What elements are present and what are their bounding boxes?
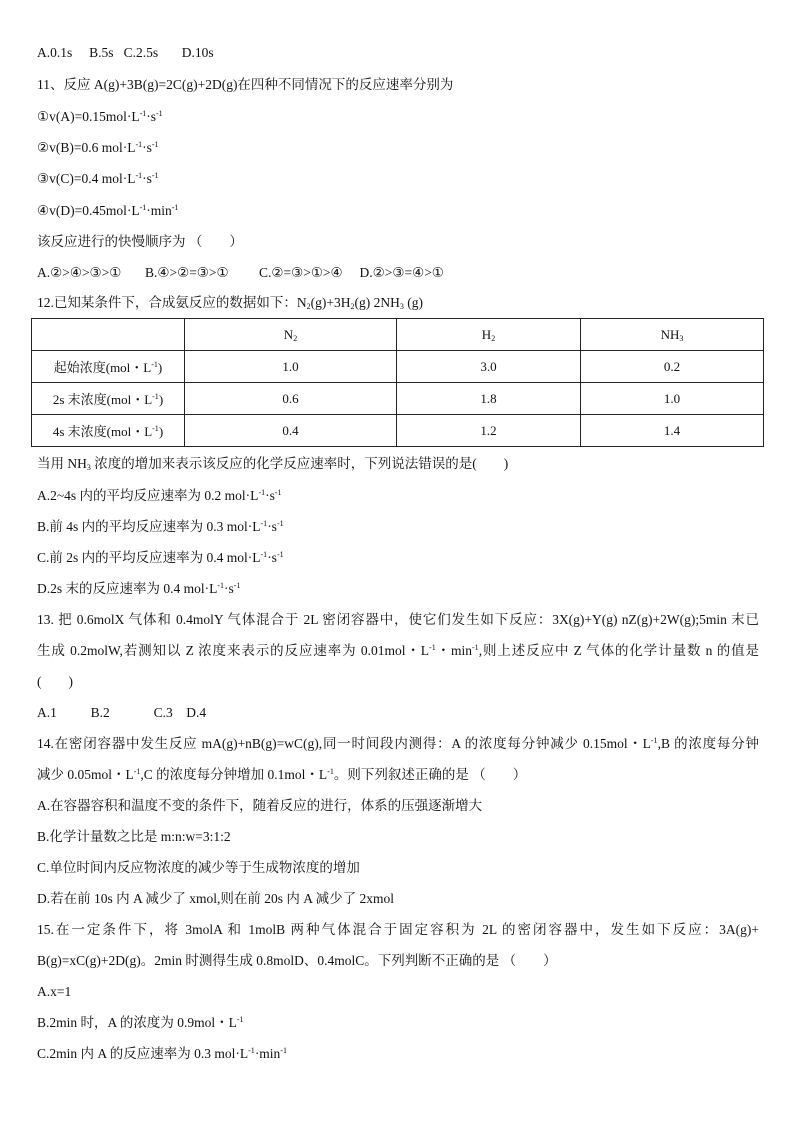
q12-option-a: A.2~4s 内的平均反应速率为 0.2 $mol\cdot L^{-1}\cdot s^{-1}$ [37, 488, 282, 503]
q10-option-a: A.0.1s [37, 45, 73, 60]
table-cell: 0.4 [185, 415, 397, 447]
q11-option-b: B.④>②=③>① [145, 265, 229, 280]
q15-option-c: C.2min 内 A 的反应速率为 0.3 $mol\cdot L^{-1}\cdot\min^{-1}$ [37, 1046, 287, 1061]
q11-rate-1: $①v(A)=0.15mol\cdot L^{-1}\cdot s^{-1}$ [37, 109, 163, 124]
q14-option-a: A.在容器容积和温度不变的条件下，随着反应的进行，体系的压强逐渐增大 [37, 798, 483, 813]
table-cell: 1.0 [185, 351, 397, 383]
table-row [32, 415, 764, 447]
table-cell: 1.2 [397, 415, 581, 447]
q13-option-c: C.3 [153, 705, 173, 720]
q11-rate-3: ③v(C)=0.4 $mol\cdot L^{-1}\cdot s^{-1}$ [37, 171, 159, 186]
q15-stem: 15.在一定条件下，将 3molA 和 1molB 两种气体混合于固定容积为 2L 的密闭容器中，发生如下反应：3A(g)+ B(g)=xC(g)+2D(g)。2min 时测得生成 0.8molD、0.4molC。下列判断不正确的是 （ ） [37, 922, 759, 968]
table-cell: 1.0 [581, 383, 764, 415]
q10-option-b: B.5s [89, 45, 114, 60]
q12-option-b: B.前 4s 内的平均反应速率为 0.3 $mol\cdot L^{-1}\cdot s^{-1}$ [37, 519, 284, 534]
q11-option-c: C.②=③>①>④ [259, 265, 343, 280]
table-header-n2: $N_2$ [185, 319, 397, 351]
q12-option-c: C.前 2s 内的平均反应速率为 0.4 $mol\cdot L^{-1}\cdot s^{-1}$ [37, 550, 284, 565]
q11-rate-4: $④v(D)=0.45mol\cdot L^{-1}\cdot\min^{-1}$ [37, 203, 179, 218]
q11-option-a: A.②>④>③>① [37, 265, 122, 280]
q14-stem: 14.在密闭容器中发生反应 mA(g)+nB(g)=wC(g),同一时间段内测得：A 的浓度每分钟减少 0.15mol・$L^{-1},B$ 的浓度每分钟 减少 0.05mol・$L^{-1},C$ 的浓度每分钟增加 0.1mol・$L^{-1}$。则下列叙述正确的是 （ ） [37, 736, 759, 782]
table-cell: 1.8 [397, 383, 581, 415]
q12-question: 当用 $NH_3$ 浓度的增加来表示该反应的化学反应速率时，下列说法错误的是( ) [37, 456, 509, 472]
q14-option-d: D.若在前 10s 内 A 减少了 xmol,则在前 20s 内 A 减少了 2xmol [37, 891, 395, 906]
q15-option-a: A.x=1 [37, 984, 72, 999]
table-row-label: 4s 末浓度(mol・$L^{-1}$) [32, 415, 185, 447]
q11-question: 该反应进行的快慢顺序为 （ ） [37, 234, 243, 249]
table-cell: 0.2 [581, 351, 764, 383]
table-cell: 3.0 [397, 351, 581, 383]
q11-stem: 11、反应 A(g)+3B(g)=2C(g)+2D(g)在四种不同情况下的反应速率分别为 [37, 77, 454, 92]
q13-option-d: D.4 [186, 705, 207, 720]
q12-option-d: D.2s 末的反应速率为 0.4 $mol\cdot L^{-1}\cdot s^{-1}$ [37, 581, 241, 596]
table-cell: 1.4 [581, 415, 764, 447]
table-header-nh3: $NH_3$ [581, 319, 764, 351]
q13-option-b: B.2 [90, 705, 110, 720]
q12-stem: 12.已知某条件下，合成氨反应的数据如下：$N_2(g)+3H_2(g)$ $2NH_3$ (g) [37, 295, 423, 311]
q10-option-d: D.10s [181, 45, 214, 60]
q14-option-b: B.化学计量数之比是 m:n:w=3:1:2 [37, 829, 231, 844]
table-row-label: 2s 末浓度(mol・$L^{-1}$) [32, 383, 185, 415]
table-row [32, 383, 764, 415]
table-cell: 0.6 [185, 383, 397, 415]
table-header-row [32, 319, 764, 351]
q13-option-a: A.1 [37, 705, 57, 720]
table-row [32, 351, 764, 383]
q10-options [37, 44, 214, 62]
q11-option-d: D.②>③=④>① [359, 265, 444, 280]
data-table [31, 318, 764, 447]
q13-stem: 13. 把 0.6molX 气体和 0.4molY 气体混合于 2L 密闭容器中，使它们发生如下反应：3X(g)+Y(g) nZ(g)+2W(g);5min 末已 生成 0.2molW,若测知以 Z 浓度来表示的反应速率为 0.01mol・$L^{-1}$・$\min^{-1}$,则上述反应中 Z 气体的化学计量数 n 的值是 ( ) [37, 612, 759, 689]
q14-option-c: C.单位时间内反应物浓度的减少等于生成物浓度的增加 [37, 860, 360, 875]
q11-rate-2: ②v(B)=0.6 $mol\cdot L^{-1}\cdot s^{-1}$ [37, 140, 159, 155]
q11-options [37, 264, 444, 282]
q13-options [37, 704, 206, 722]
table-header-h2: $H_2$ [397, 319, 581, 351]
table-row-label: 起始浓度(mol・$L^{-1}$) [32, 351, 185, 383]
q10-option-c: C.2.5s [123, 45, 159, 60]
q15-option-b: B.2min 时，A 的浓度为 0.9mol・$L^{-1}$ [37, 1015, 244, 1030]
table-corner-cell [32, 319, 185, 351]
